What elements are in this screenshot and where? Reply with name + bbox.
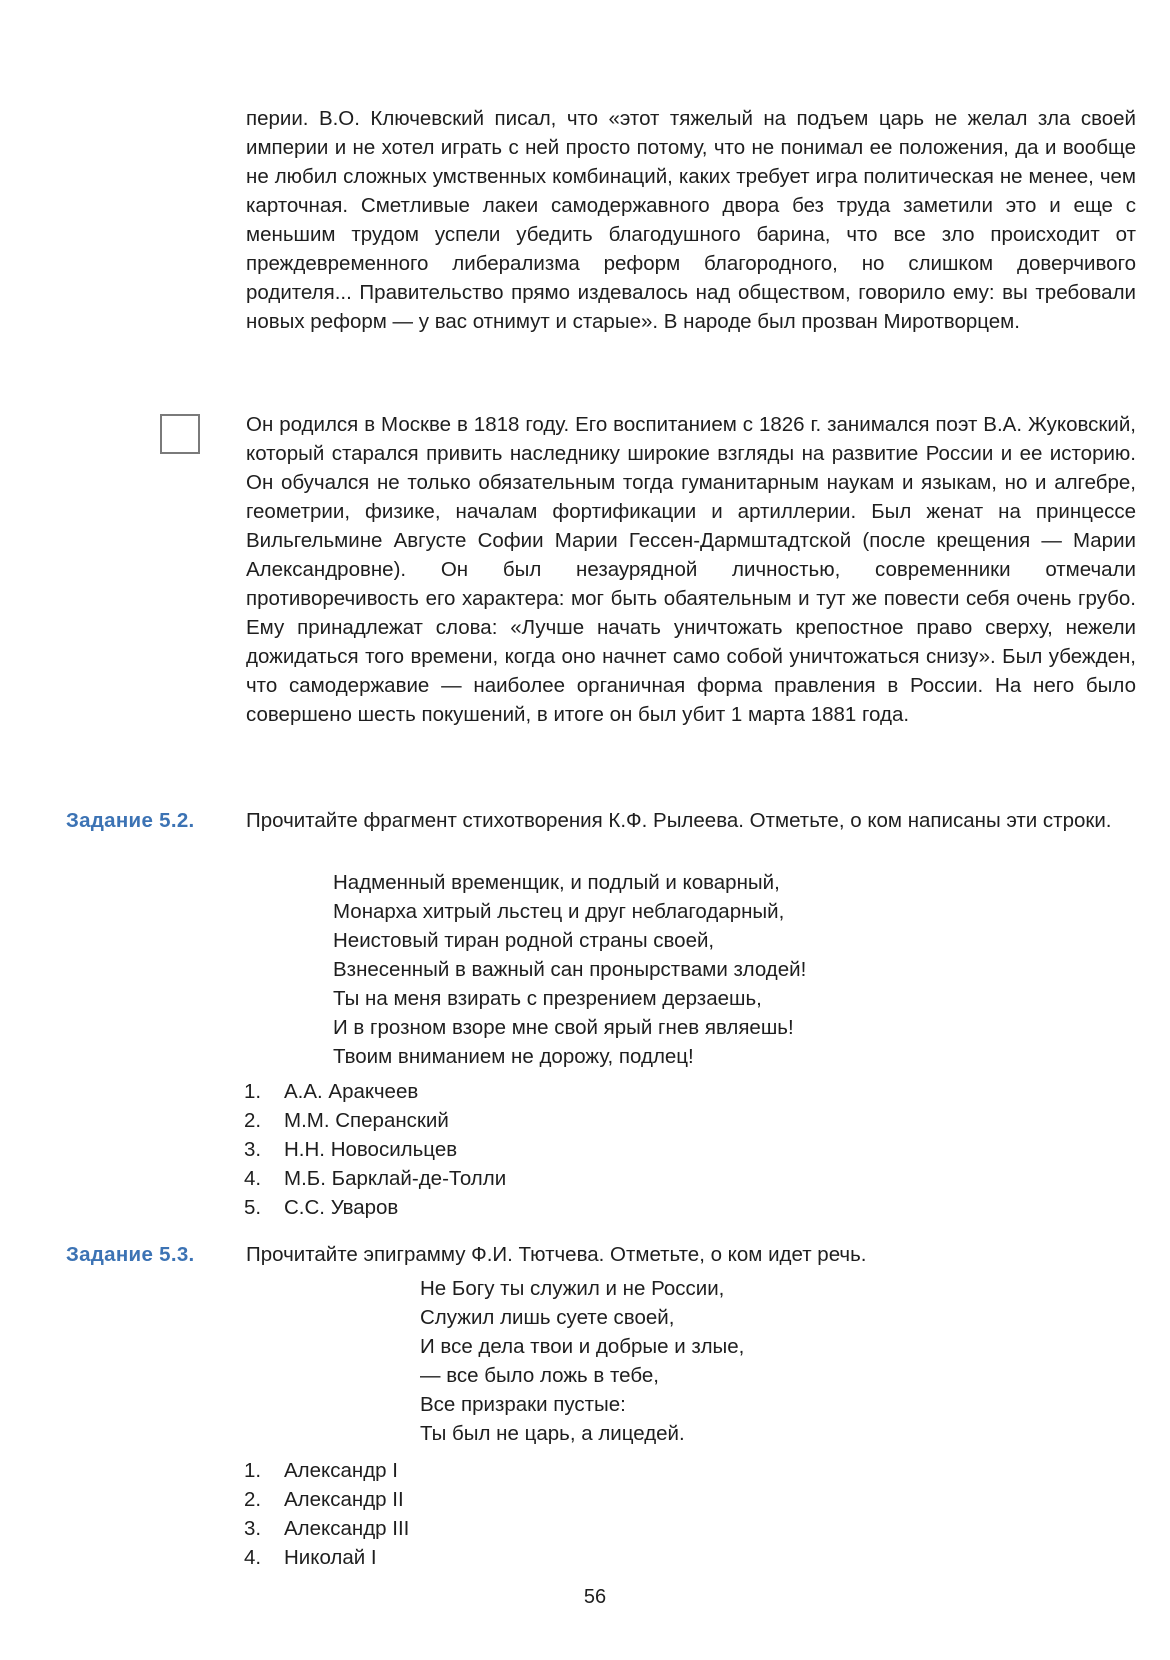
ryleev-poem [333,868,806,1071]
poem-line: И все дела твои и добрые и злые, [420,1335,745,1358]
poem-line: Надменный временщик, и подлый и коварный, [333,871,780,894]
poem-line: Неистовый тиран родной страны своей, [333,929,715,952]
option-number: 4. [244,1167,262,1190]
option-label: М.М. Сперанский [284,1109,449,1132]
option-arakcheev[interactable] [244,1077,506,1106]
task-5-2-instruction: Прочитайте фрагмент стихотворения К.Ф. Рылеева. Отметьте, о ком написаны эти строки. [246,809,1112,832]
option-uvarov[interactable] [244,1193,506,1222]
option-alexander-3[interactable] [244,1514,409,1543]
poem-line: Служил лишь суете своей, [420,1306,675,1329]
option-novosiltsev[interactable] [244,1135,506,1164]
poem-line: Монарха хитрый льстец и друг неблагодарный, [333,900,785,923]
option-alexander-2[interactable] [244,1485,409,1514]
option-label: А.А. Аракчеев [284,1080,419,1103]
option-label: Александр III [284,1517,410,1540]
option-speransky[interactable] [244,1106,506,1135]
task-5-2-options [244,1077,506,1222]
option-label: Александр I [284,1459,398,1482]
poem-line: Все призраки пустые: [420,1393,626,1416]
poem-line: И в грозном взоре мне свой ярый гнев являешь! [333,1016,794,1039]
option-nicholas-1[interactable] [244,1543,409,1572]
option-number: 5. [244,1196,262,1219]
paragraph-ruler-description-1: перии. В.О. Ключевский писал, что «этот тяжелый на подъем царь не желал зла своей империи и не хотел играть с ней просто потому, что не понимал ее положения, да и вообще не любил сложных умственных комбинаций, каких требует игра политическая не менее, чем карточная. Сметливые лакеи самодержавного двора без труда заметили это и еще с меньшим трудом успели убедить благодушного барина, что все зло происходит от преждевременного либерализма реформ благородного, но слишком доверчивого родителя... Правительство прямо издевалось над обществом, говорило ему: вы требовали новых реформ — у вас отнимут и старые». В народе был прозван Миротворцем. [246,107,1136,333]
option-barclay-de-tolly[interactable] [244,1164,506,1193]
task-5-3-instruction: Прочитайте эпиграмму Ф.И. Тютчева. Отметьте, о ком идет речь. [246,1243,867,1266]
option-number: 2. [244,1488,262,1511]
page-number: 56 [583,1586,607,1608]
option-number: 3. [244,1517,262,1540]
answer-checkbox[interactable] [160,414,200,454]
option-number: 1. [244,1080,262,1103]
option-alexander-1[interactable] [244,1456,409,1485]
poem-line: Не Богу ты служил и не России, [420,1277,725,1300]
option-number: 2. [244,1109,262,1132]
poem-line: Ты на меня взирать с презрением дерзаешь, [333,987,762,1010]
option-label: Александр II [284,1488,404,1511]
option-number: 3. [244,1138,262,1161]
option-label: Николай I [284,1546,377,1569]
option-label: М.Б. Барклай-де-Толли [284,1167,507,1190]
option-label: Н.Н. Новосильцев [284,1138,458,1161]
poem-line: — все было ложь в тебе, [420,1364,659,1387]
option-number: 1. [244,1459,262,1482]
option-label: С.С. Уваров [284,1196,399,1219]
poem-line: Твоим вниманием не дорожу, подлец! [333,1045,694,1068]
task-5-2-label: Задание 5.2. [66,809,195,832]
poem-line: Взнесенный в важный сан пронырствами злодей! [333,958,807,981]
tyutchev-epigram [420,1274,744,1448]
paragraph-ruler-description-2: Он родился в Москве в 1818 году. Его воспитанием с 1826 г. занимался поэт В.А. Жуковский, который старался привить наследнику широкие взгляды на развитие России и ее историю. Он обучался не только обязательным тогда гуманитарным наукам и языкам, но и алгебре, геометрии, физике, началам фортификации и артиллерии. Был женат на принцессе Вильгельмине Августе Софии Марии Гессен-Дармштадтской (после крещения — Марии Александровне). Он был незаурядной личностью, современники отмечали противоречивость его характера: мог быть обаятельным и тут же повести себя очень грубо. Ему принадлежат слова: «Лучше начать уничтожать крепостное право сверху, нежели дожидаться того времени, когда оно начнет само собой уничтожаться снизу». Был убежден, что самодержавие — наиболее органичная форма правления в России. На него было совершено шесть покушений, в итоге он был убит 1 марта 1881 года. [246,413,1136,726]
poem-line: Ты был не царь, а лицедей. [420,1422,685,1445]
task-5-3-options [244,1456,409,1572]
task-5-3-label: Задание 5.3. [66,1243,195,1266]
option-number: 4. [244,1546,262,1569]
